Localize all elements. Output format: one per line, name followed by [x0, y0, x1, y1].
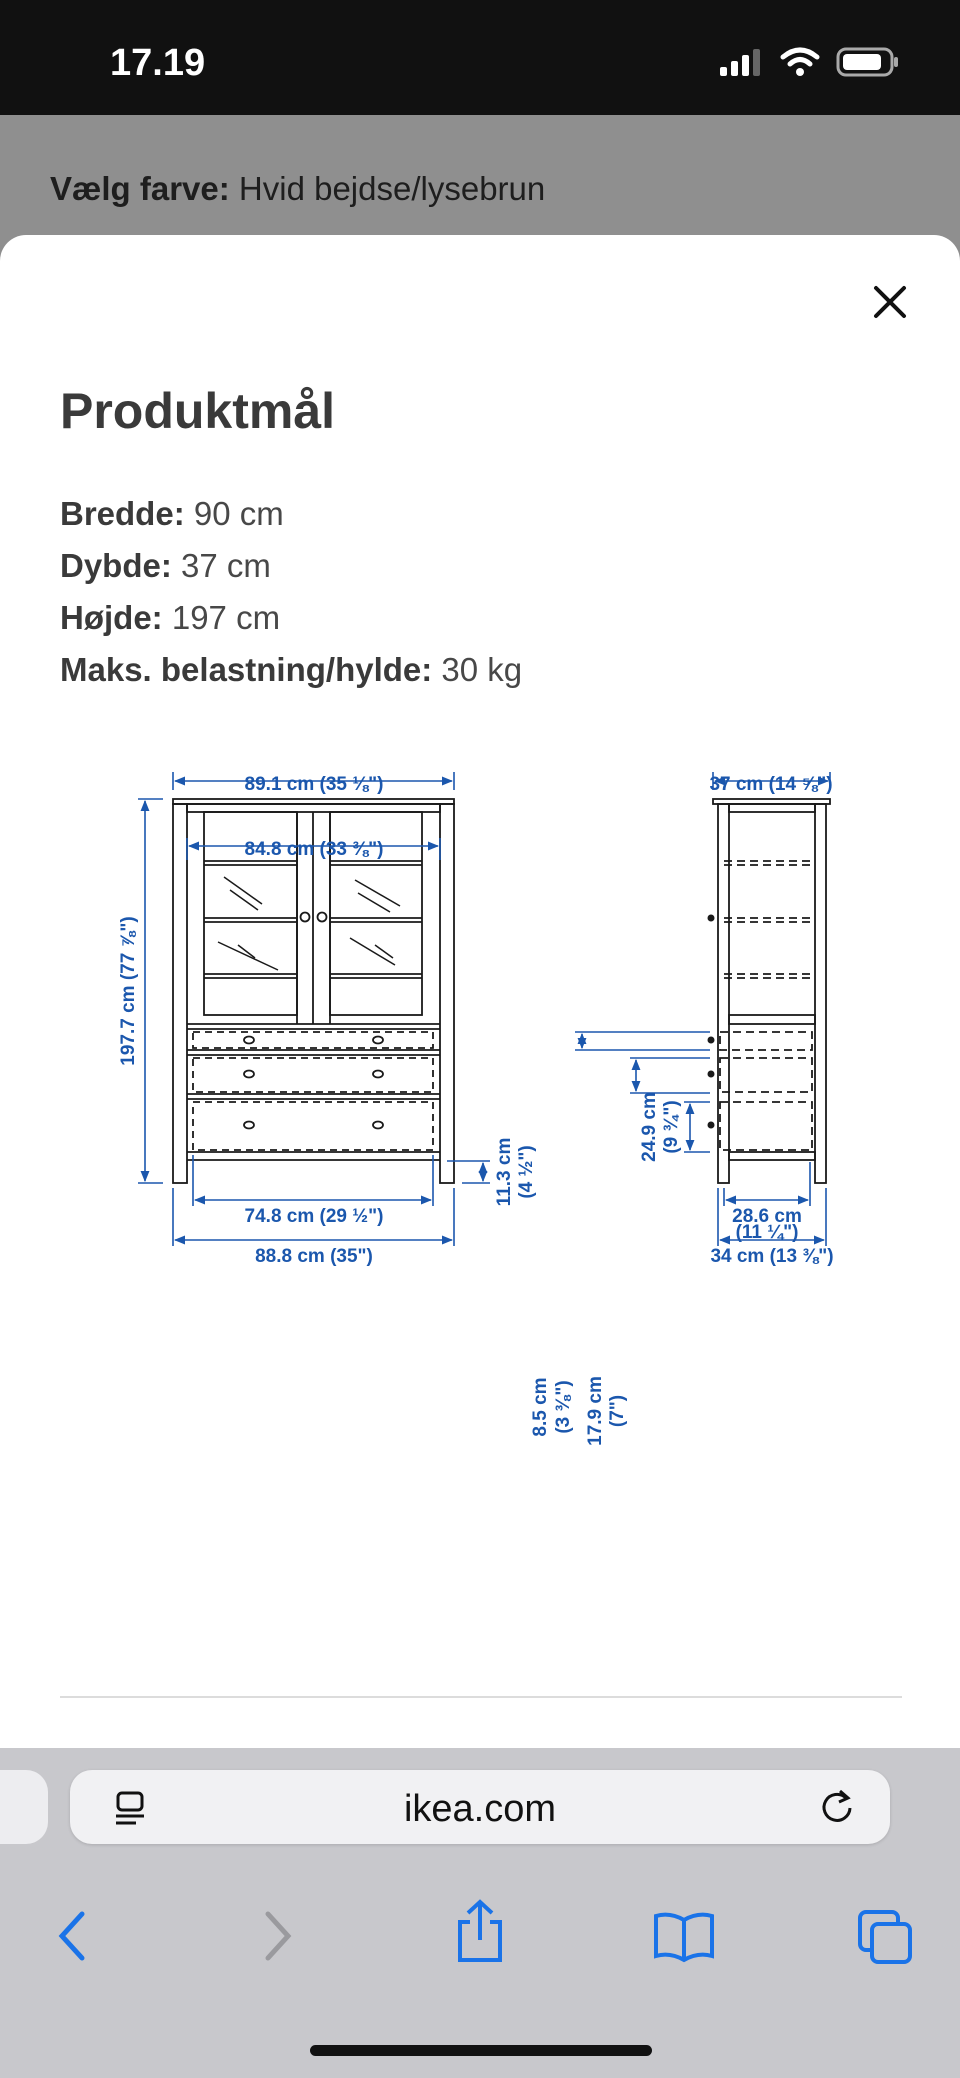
- forward-icon[interactable]: [258, 1908, 298, 1964]
- front-top-width-label: 89.1 cm (35 ⅛"): [244, 774, 384, 795]
- color-value: Hvid bejdse/lysebrun: [238, 170, 546, 207]
- drawer3-height-cm-label: 24.9 cm: [639, 1092, 660, 1162]
- front-height-label: 197.7 cm (77 ⅞"): [118, 916, 139, 1066]
- dimension-lines: [138, 772, 833, 1246]
- drawer3-height-in-label: (9 ¾"): [661, 1100, 682, 1154]
- home-indicator[interactable]: [310, 2045, 652, 2056]
- spec-label: Bredde:: [60, 495, 185, 532]
- bookmarks-icon[interactable]: [652, 1908, 716, 1964]
- spec-value: 197 cm: [171, 599, 281, 636]
- spec-value: 30 kg: [441, 651, 523, 688]
- browser-toolbar: [0, 1748, 960, 2078]
- side-inner-depth-in-label: (11 ¼"): [735, 1222, 799, 1243]
- back-icon[interactable]: [52, 1908, 92, 1964]
- side-bottom-depth-label: 34 cm (13 ⅜"): [710, 1246, 834, 1267]
- status-time: 17.19: [110, 42, 206, 84]
- divider: [60, 1696, 902, 1698]
- leg-height-cm-label: 11.3 cm: [494, 1137, 515, 1207]
- drawer1-height-in-label: (3 ⅜"): [553, 1380, 574, 1434]
- previous-tab[interactable]: [0, 1770, 48, 1844]
- spec-label: Højde:: [60, 599, 163, 636]
- drawer2-height-cm-label: 17.9 cm: [585, 1376, 606, 1446]
- drawer2-height-in-label: (7"): [607, 1394, 628, 1428]
- color-label: Vælg farve:: [50, 170, 230, 207]
- side-top-depth-label: 37 cm (14 ⅝"): [709, 774, 833, 795]
- side-knobs: [708, 915, 715, 1129]
- front-drawer-width-label: 74.8 cm (29 ½"): [244, 1206, 384, 1227]
- tabs-icon[interactable]: [856, 1908, 916, 1968]
- spec-label: Maks. belastning/hylde:: [60, 651, 433, 688]
- reload-icon[interactable]: [816, 1786, 858, 1828]
- front-inner-width-label: 84.8 cm (33 ⅜"): [244, 839, 384, 860]
- url-text[interactable]: ikea.com: [403, 1788, 557, 1830]
- address-bar[interactable]: [70, 1770, 890, 1844]
- spec-value: 37 cm: [181, 547, 271, 584]
- share-icon[interactable]: [452, 1898, 508, 1964]
- spec-value: 90 cm: [193, 495, 284, 532]
- front-bottom-width-label: 88.8 cm (35"): [255, 1246, 373, 1267]
- drawer1-height-cm-label: 8.5 cm: [530, 1377, 551, 1437]
- page-title: Produktmål: [60, 383, 336, 439]
- spec-label: Dybde:: [60, 547, 172, 584]
- side-view-drawing: [713, 799, 830, 1183]
- side-inner-depth-cm-label: 28.6 cm: [732, 1206, 802, 1227]
- leg-height-in-label: (4 ½"): [516, 1145, 537, 1199]
